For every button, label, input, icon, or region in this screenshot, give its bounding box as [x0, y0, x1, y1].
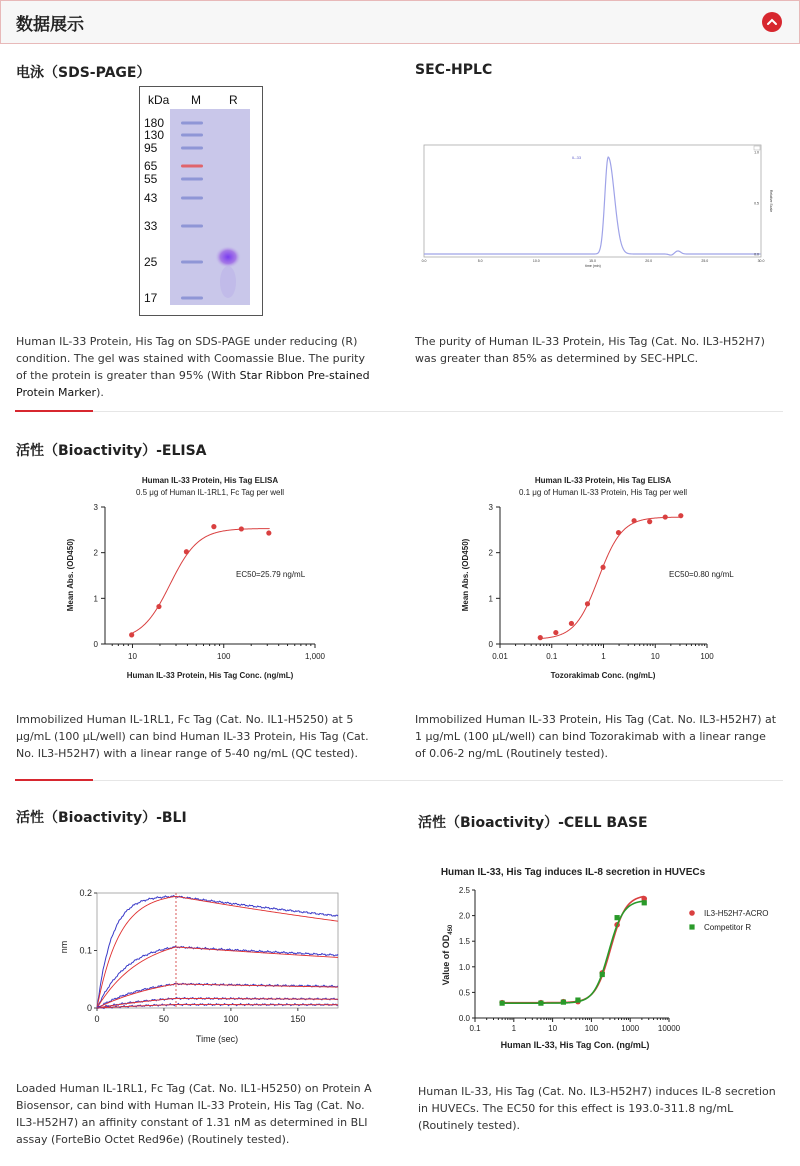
bli-fit-curve-1 [97, 896, 338, 1008]
elisa1-y-label: Mean Abs. (OD450) [66, 538, 75, 612]
elisa1-subtitle: 0.5 μg of Human IL-1RL1, Fc Tag per well [135, 488, 285, 497]
bli-description: Loaded Human IL-1RL1, Fc Tag (Cat. No. IL1-H5250) on Protein A Biosensor, can bind with Human IL-33 Protein, His Tag (Cat. No. IL3-H52H7) an affinity constant of 1.31 nM as determined in BLI assay (ForteBio Octet Red96e) (Routinely tested). [16, 1082, 372, 1146]
bli-y-tick-0: 0 [86, 1003, 92, 1013]
elisa2-chart [455, 470, 745, 694]
elisa2-data-point [663, 514, 668, 519]
elisa1-data-point [156, 604, 161, 609]
cell-chart-title: Human IL-33, His Tag induces IL-8 secretion in HUVECs [440, 867, 706, 878]
sec-y-label: Relative Scale [769, 189, 773, 213]
cell-x-tick-10000: 10000 [657, 1024, 681, 1033]
cell-x-label: Human IL-33, His Tag Con. (ng/mL) [500, 1040, 650, 1050]
cell-base-title: 活性（Bioactivity）-CELL BASE [418, 815, 648, 831]
marker-band-43 [181, 197, 203, 200]
cell-data-point [561, 1000, 566, 1005]
bli-x-tick-150: 150 [290, 1014, 306, 1024]
cell-base-chart [435, 860, 785, 1064]
sec-x-tick-20.0: 20.0 [645, 259, 653, 263]
sec-x-tick-0.0: 0.0 [421, 259, 427, 263]
sec-hplc-chart [410, 138, 775, 277]
collapse-button[interactable] [762, 12, 782, 32]
elisa2-subtitle: 0.1 μg of Human IL-33 Protein, His Tag per well [518, 488, 688, 497]
elisa2-y-tick-0: 0 [488, 640, 493, 649]
cell-legend-label-2: Competitor R [704, 923, 752, 932]
elisa2-y-tick-1: 1 [488, 594, 493, 604]
lane-label-m: M [191, 93, 201, 107]
cell-legend-label-1: IL3-H52H7-ACRO [704, 909, 769, 918]
cell-data-point [500, 1001, 505, 1006]
elisa2-data-point [585, 601, 590, 606]
marker-label-17: 17 [144, 291, 158, 305]
bli-x-tick-0: 0 [94, 1014, 100, 1024]
elisa2-x-tick-100: 100 [700, 652, 714, 661]
marker-band-95 [181, 147, 203, 150]
bli-x-tick-100: 100 [223, 1014, 239, 1024]
marker-label-55: 55 [144, 172, 158, 186]
bli-x-label: Time (sec) [195, 1034, 239, 1044]
elisa1-y-tick-3: 3 [93, 503, 98, 512]
cell-base-description: Human IL-33, His Tag (Cat. No. IL3-H52H7) induces IL-8 secretion in HUVECs. The EC50 for this effect is 193.0-311.8 ng/mL (Routinely tested). [418, 1085, 776, 1132]
cell-y-label-main: Value of OD [441, 934, 451, 986]
bli-title: 活性（Bioactivity）-BLI [16, 810, 187, 826]
bli-x-tick-50: 50 [158, 1014, 169, 1024]
marker-band-180 [181, 122, 203, 125]
elisa2-title: Human IL-33 Protein, His Tag ELISA [534, 476, 672, 485]
star-ribbon-marker-link[interactable]: Star Ribbon Pre-stained Protein Marker [16, 369, 370, 399]
cell-legend-marker-2 [689, 924, 694, 929]
bli-data-curve-1 [97, 896, 338, 1008]
marker-label-95: 95 [144, 141, 158, 155]
cell-x-tick-0.1: 0.1 [469, 1024, 481, 1033]
marker-label-43: 43 [144, 191, 158, 205]
elisa2-data-point [553, 630, 558, 635]
cell-y-tick-0.5: 0.5 [458, 988, 470, 998]
divider [15, 411, 783, 412]
cell-y-tick-1.5: 1.5 [458, 937, 470, 947]
cell-y-tick-1.0: 1.0 [458, 962, 470, 972]
cell-x-tick-100: 100 [584, 1024, 599, 1033]
lane-label-r: R [229, 93, 238, 107]
marker-label-130: 130 [144, 128, 165, 142]
sds-page-gel [139, 86, 263, 316]
marker-band-17 [181, 297, 203, 300]
sec-x-tick-25.0: 25.0 [701, 259, 709, 263]
elisa1-chart [60, 470, 350, 694]
marker-band-65 [181, 165, 203, 168]
elisa2-x-tick-1: 1 [601, 652, 606, 661]
cell-y-label-sub: 450 [448, 924, 454, 935]
elisa1-description: Immobilized Human IL-1RL1, Fc Tag (Cat. No. IL1-H5250) at 5 μg/mL (100 μL/well) can bind Human IL-33 Protein, His Tag (Cat. No. IL3-H52H7) with a linear range of 5-40 ng/mL (QC tested). [16, 713, 369, 760]
elisa2-fit-curve [540, 517, 682, 638]
section-header-title: 数据展示 [16, 15, 84, 35]
marker-label-25: 25 [144, 255, 158, 269]
marker-band-130 [181, 134, 203, 137]
cell-y-label [441, 924, 454, 985]
elisa2-x-tick-0.1: 0.1 [546, 652, 558, 661]
sec-x-tick-30.0: 30.0 [757, 259, 765, 263]
sds-page-description [16, 333, 376, 401]
elisa1-data-point [184, 549, 189, 554]
cell-y-tick-0.0: 0.0 [458, 1014, 470, 1023]
marker-band-25 [181, 261, 203, 264]
sec-y-tick-0.0: 0.0 [754, 252, 759, 257]
sds-desc-end: ). [96, 386, 104, 399]
bli-y-label: nm [59, 940, 69, 954]
sample-band [215, 246, 241, 268]
cell-data-point [600, 972, 605, 977]
sec-y-tick-0.5: 0.5 [754, 201, 759, 206]
elisa2-x-tick-0.01: 0.01 [492, 652, 508, 661]
elisa1-y-tick-2: 2 [93, 548, 98, 558]
elisa2-data-point [647, 519, 652, 524]
sec-x-tick-15.0: 15.0 [589, 259, 596, 263]
sec-peak-label: IL-33 [572, 155, 582, 160]
cell-x-tick-10: 10 [548, 1024, 558, 1033]
elisa2-data-point [600, 565, 605, 570]
elisa2-ec50: EC50=0.80 ng/mL [669, 570, 734, 579]
elisa1-y-tick-0: 0 [93, 640, 98, 649]
elisa1-x-tick-10: 10 [128, 652, 137, 661]
chevron-up-icon [766, 16, 778, 28]
sec-y-tick-1.0: 1.0 [754, 150, 759, 155]
sec-x-label: time (min) [585, 264, 601, 268]
cell-data-point [615, 915, 620, 920]
elisa2-data-point [631, 518, 636, 523]
sample-band-smear [220, 266, 236, 298]
elisa2-y-label: Mean Abs. (OD450) [461, 538, 470, 612]
sec-hplc-trace [424, 157, 760, 255]
divider-accent [15, 410, 93, 412]
bli-chart [55, 885, 355, 1059]
divider [15, 780, 783, 781]
sec-hplc-description: The purity of Human IL-33 Protein, His Tag (Cat. No. IL3-H52H7) was greater than 85% as determined by SEC-HPLC. [415, 335, 765, 365]
cell-legend-marker-1 [689, 910, 695, 916]
elisa2-data-point [538, 635, 543, 640]
elisa2-x-label: Tozorakimab Conc. (ng/mL) [550, 671, 656, 680]
elisa1-data-point [239, 526, 244, 531]
marker-band-33 [181, 225, 203, 228]
elisa1-fit-curve [130, 529, 269, 634]
sds-desc-text: Human IL-33 Protein, His Tag on SDS-PAGE under reducing (R) condition. The gel was stained with Coomassie Blue. The purity of the protein is greater than 95% (With [16, 335, 365, 382]
cell-data-point [575, 997, 580, 1002]
divider-accent [15, 779, 93, 781]
sec-hplc-title: SEC-HPLC [415, 62, 493, 78]
cell-fit-curve-2 [502, 901, 644, 1003]
marker-label-65: 65 [144, 159, 158, 173]
elisa1-x-tick-1,000: 1,000 [304, 652, 326, 661]
elisa1-data-point [266, 530, 271, 535]
elisa1-data-point [129, 632, 134, 637]
bli-y-tick-0.2: 0.2 [79, 888, 92, 898]
elisa2-data-point [569, 621, 574, 626]
elisa1-title: Human IL-33 Protein, His Tag ELISA [141, 476, 279, 485]
elisa1-x-label: Human IL-33 Protein, His Tag Conc. (ng/mL) [126, 671, 294, 680]
sds-page-title: 电泳（SDS-PAGE） [16, 65, 151, 81]
elisa2-y-tick-2: 2 [488, 548, 493, 558]
bli-y-tick-0.1: 0.1 [79, 945, 92, 956]
elisa1-y-tick-1: 1 [93, 594, 98, 604]
elisa2-data-point [616, 530, 621, 535]
section-header [0, 0, 800, 44]
cell-y-tick-2.5: 2.5 [458, 886, 470, 895]
elisa1-data-point [211, 524, 216, 529]
elisa2-x-tick-10: 10 [650, 652, 660, 661]
elisa2-y-tick-3: 3 [488, 503, 493, 512]
cell-data-point [538, 1001, 543, 1006]
elisa2-data-point [678, 513, 683, 518]
marker-label-180: 180 [144, 116, 165, 130]
sec-x-tick-10.0: 10.0 [532, 259, 540, 263]
marker-band-55 [181, 178, 203, 181]
cell-x-tick-1000: 1000 [621, 1024, 640, 1033]
sec-x-tick-5.0: 5.0 [477, 259, 483, 263]
cell-y-tick-2.0: 2.0 [458, 911, 470, 921]
marker-label-33: 33 [144, 219, 158, 233]
elisa-section-title: 活性（Bioactivity）-ELISA [16, 443, 207, 459]
cell-x-tick-1: 1 [511, 1024, 517, 1033]
elisa1-x-tick-100: 100 [217, 652, 231, 661]
lane-label-kda: kDa [148, 93, 170, 107]
elisa2-description: Immobilized Human IL-33 Protein, His Tag (Cat. No. IL3-H52H7) at 1 μg/mL (100 μL/well) can bind Tozorakimab with a linear range of 0.06-2 ng/mL (Routinely tested). [415, 713, 777, 760]
cell-data-point [642, 900, 647, 905]
elisa1-ec50: EC50=25.79 ng/mL [236, 570, 306, 579]
